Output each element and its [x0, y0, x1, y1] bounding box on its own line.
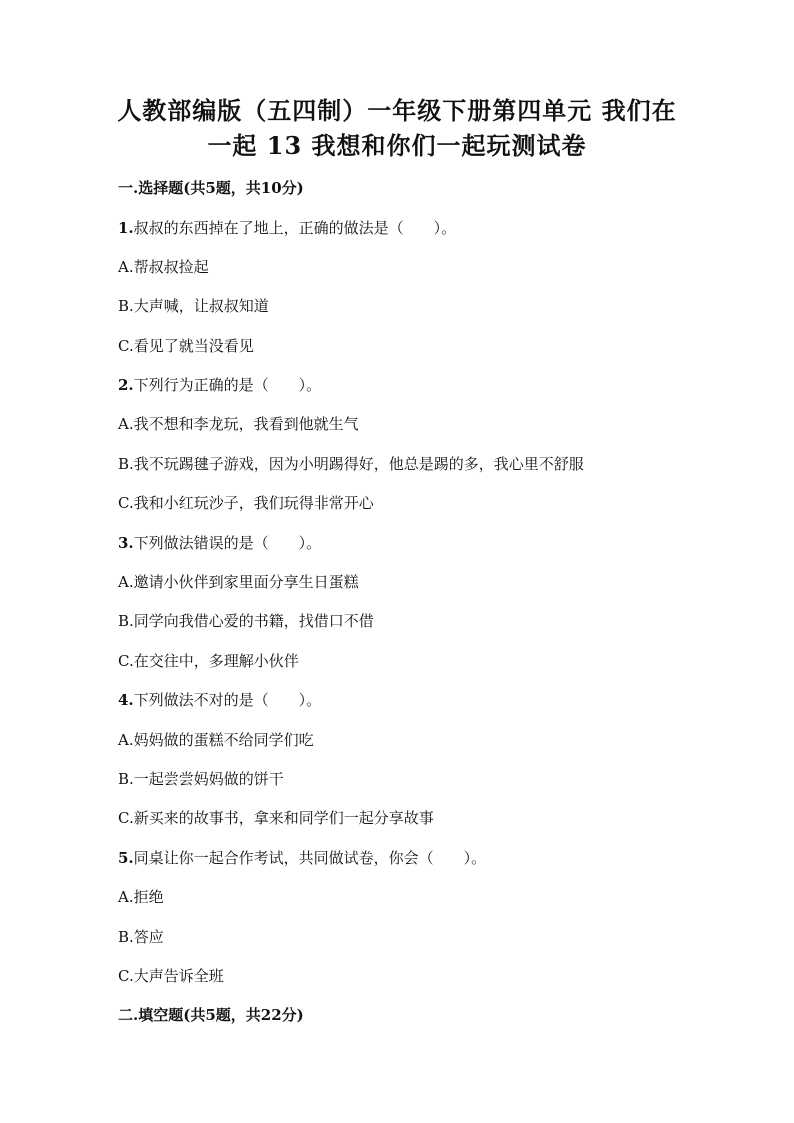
question-number: 3. [118, 534, 134, 552]
q1-option-a: A.帮叔叔捡起 [118, 258, 209, 276]
q3-option-c: C.在交往中，多理解小伙伴 [118, 652, 299, 670]
q3-option-b: B.同学向我借心爱的书籍，找借口不借 [118, 612, 374, 630]
q5-option-b: B.答应 [118, 928, 164, 946]
question-text: 下列行为正确的是（ ）。 [133, 376, 322, 394]
question-text: 叔叔的东西掉在了地上，正确的做法是（ ）。 [133, 219, 457, 237]
q2-option-b: B.我不玩踢毽子游戏，因为小明踢得好，他总是踢的多，我心里不舒服 [118, 455, 584, 473]
document-title-line-2: 一起 13 我想和你们一起玩测试卷 [207, 131, 587, 160]
question-4 [118, 690, 321, 710]
q1-option-b: B.大声喊，让叔叔知道 [118, 297, 269, 315]
question-number: 4. [118, 691, 134, 709]
question-number: 1. [118, 219, 134, 237]
question-text: 同桌让你一起合作考试，共同做试卷，你会（ ）。 [133, 849, 487, 867]
q2-option-c: C.我和小红玩沙子，我们玩得非常开心 [118, 494, 374, 512]
question-3 [118, 533, 321, 553]
question-text: 下列做法不对的是（ ）。 [133, 691, 322, 709]
q1-option-c: C.看见了就当没看见 [118, 337, 254, 355]
q5-option-a: A.拒绝 [118, 888, 164, 906]
question-number: 5. [118, 849, 134, 867]
q3-option-a: A.邀请小伙伴到家里面分享生日蛋糕 [118, 573, 359, 591]
section-heading-choice: 一.选择题(共5题，共10分) [118, 179, 304, 197]
document-title-line-1: 人教部编版（五四制）一年级下册第四单元 我们在 [117, 96, 677, 125]
question-1 [118, 218, 456, 238]
q2-option-a: A.我不想和李龙玩，我看到他就生气 [118, 415, 359, 433]
q4-option-c: C.新买来的故事书，拿来和同学们一起分享故事 [118, 809, 434, 827]
q4-option-b: B.一起尝尝妈妈做的饼干 [118, 770, 284, 788]
question-5 [118, 848, 486, 868]
question-2 [118, 375, 321, 395]
q5-option-c: C.大声告诉全班 [118, 967, 224, 985]
question-text: 下列做法错误的是（ ）。 [133, 534, 322, 552]
question-number: 2. [118, 376, 134, 394]
section-heading-fill-blank: 二.填空题(共5题，共22分) [118, 1006, 304, 1024]
q4-option-a: A.妈妈做的蛋糕不给同学们吃 [118, 731, 314, 749]
